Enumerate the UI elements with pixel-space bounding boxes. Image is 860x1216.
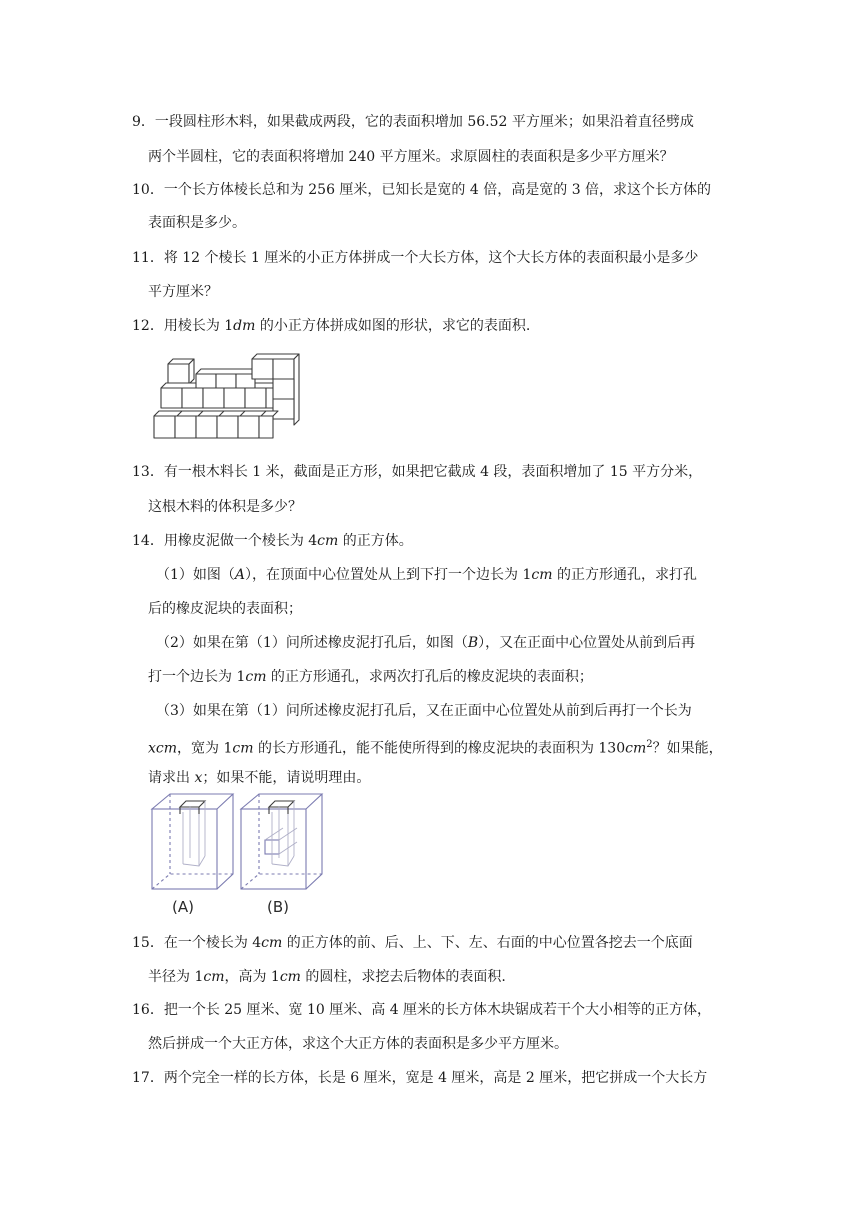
question-15-line-1 bbox=[132, 933, 693, 953]
q14-intro-a: 14．用橡皮泥做一个棱长为 4 bbox=[132, 533, 318, 549]
cube-stack-figure bbox=[152, 352, 304, 442]
q14-p3-l2-unit2: cm bbox=[625, 740, 647, 757]
q14-p2-l2-a: 打一个边长为 1 bbox=[148, 669, 246, 685]
q15-l2-c: 的圆柱，求挖去后物体的表面积. bbox=[300, 969, 506, 985]
q14-p3-l2-unit: cm bbox=[232, 740, 254, 757]
question-9-line-2: 两个半圆柱，它的表面积将增加 240 平方厘米。求原圆柱的表面积是多少平方厘米？ bbox=[148, 149, 674, 165]
q14-p1-fig: A bbox=[234, 567, 246, 583]
question-17-line-1: 17．两个完全一样的长方体，长是 6 厘米，宽是 4 厘米，高是 2 厘米，把它拼成一个大长方 bbox=[132, 1070, 708, 1086]
q14-p1-b: ），在顶面中心位置处从上到下打一个边长为 1 bbox=[245, 567, 532, 583]
question-14-part-3-line-2 bbox=[148, 735, 723, 759]
q15-l2-b: ，高为 1 bbox=[224, 969, 280, 985]
question-14-part-1-line-1 bbox=[156, 565, 697, 585]
q14-p2-l2-b: 的正方形通孔，求两次打孔后的橡皮泥块的表面积； bbox=[266, 669, 593, 685]
question-11-line-2: 平方厘米？ bbox=[148, 284, 218, 300]
question-14-part-2-line-2 bbox=[148, 667, 593, 687]
question-13-line-2: 这根木料的体积是多少？ bbox=[148, 499, 302, 515]
q14-p3-l3-a: 请求出 bbox=[148, 770, 195, 786]
q15-a: 15．在一个棱长为 4 bbox=[132, 935, 262, 951]
question-14-part-2-line-1 bbox=[156, 633, 695, 653]
cube-hole-figure-b bbox=[239, 792, 325, 918]
q14-p2-l2-unit: cm bbox=[245, 669, 267, 685]
q15-l2-unit2: cm bbox=[279, 969, 301, 985]
question-13-line-1: 13．有一根木料长 1 米，截面是正方形，如果把它截成 4 段，表面积增加了 15 平方分米， bbox=[132, 464, 703, 480]
q12-unit: dm bbox=[233, 318, 256, 334]
question-11-line-1: 11．将 12 个棱长 1 厘米的小正方体拼成一个大长方体，这个大长方体的表面积最小是多少 bbox=[132, 250, 699, 266]
question-16-line-1: 16．把一个长 25 厘米、宽 10 厘米、高 4 厘米的长方体木块锯成若干个大小相等的正方体， bbox=[132, 1002, 712, 1018]
question-14-part-3-line-1: （3）如果在第（1）问所述橡皮泥打孔后，又在正面中心位置处从前到后再打一个长为 bbox=[156, 703, 692, 719]
question-12-line bbox=[132, 316, 530, 336]
q15-l2-a: 半径为 1 bbox=[148, 969, 204, 985]
q14-intro-b: 的正方体。 bbox=[338, 533, 413, 549]
q14-p3-var: xcm bbox=[148, 740, 178, 757]
question-10-line-1: 10．一个长方体棱长总和为 256 厘米，已知长是宽的 4 倍，高是宽的 3 倍，求这个长方体的 bbox=[132, 182, 712, 198]
figure-b-label: (B) bbox=[267, 898, 289, 916]
q14-p1-unit: cm bbox=[531, 567, 553, 583]
q14-p3-l2-c: ？如果能， bbox=[652, 740, 723, 757]
q14-intro-unit: cm bbox=[317, 533, 339, 549]
question-14-part-1-line-2: 后的橡皮泥块的表面积； bbox=[148, 601, 302, 617]
q14-p3-l3-b: ；如果不能，请说明理由。 bbox=[202, 770, 371, 786]
q15-unit: cm bbox=[261, 935, 283, 951]
q14-p3-l2-a: ，宽为 1 bbox=[177, 740, 233, 757]
question-9-line-1: 9．一段圆柱形木料，如果截成两段，它的表面积增加 56.52 平方厘米；如果沿着直径劈成 bbox=[132, 114, 694, 130]
q14-p3-l3-var: x bbox=[194, 770, 203, 786]
q14-p3-l2-b: 的长方形通孔，能不能使所得到的橡皮泥块的表面积为 130 bbox=[253, 740, 626, 757]
question-15-line-2 bbox=[148, 967, 506, 987]
q14-p2-b: ），又在正面中心位置处从前到后再 bbox=[478, 635, 696, 651]
q12-text-a: 12．用棱长为 1 bbox=[132, 318, 234, 334]
q14-p2-fig: B bbox=[467, 635, 479, 651]
q15-b: 的正方体的前、后、上、下、左、右面的中心位置各挖去一个底面 bbox=[282, 935, 693, 951]
question-14-intro bbox=[132, 531, 413, 551]
question-14-part-3-line-3 bbox=[148, 768, 370, 788]
figure-a-label: (A) bbox=[172, 898, 194, 916]
question-16-line-2: 然后拼成一个大正方体，求这个大正方体的表面积是多少平方厘米。 bbox=[148, 1036, 568, 1052]
cube-hole-figure-a bbox=[150, 792, 236, 918]
q14-p1-a: （1）如图（ bbox=[156, 567, 235, 583]
q12-text-b: 的小正方体拼成如图的形状，求它的表面积. bbox=[255, 318, 531, 334]
q15-l2-unit: cm bbox=[203, 969, 225, 985]
q14-p2-a: （2）如果在第（1）问所述橡皮泥打孔后，如图（ bbox=[156, 635, 468, 651]
question-10-line-2: 表面积是多少。 bbox=[148, 215, 246, 231]
q14-p1-c: 的正方形通孔，求打孔 bbox=[552, 567, 697, 583]
q14-p3-l2-sup: 2 bbox=[646, 739, 653, 750]
